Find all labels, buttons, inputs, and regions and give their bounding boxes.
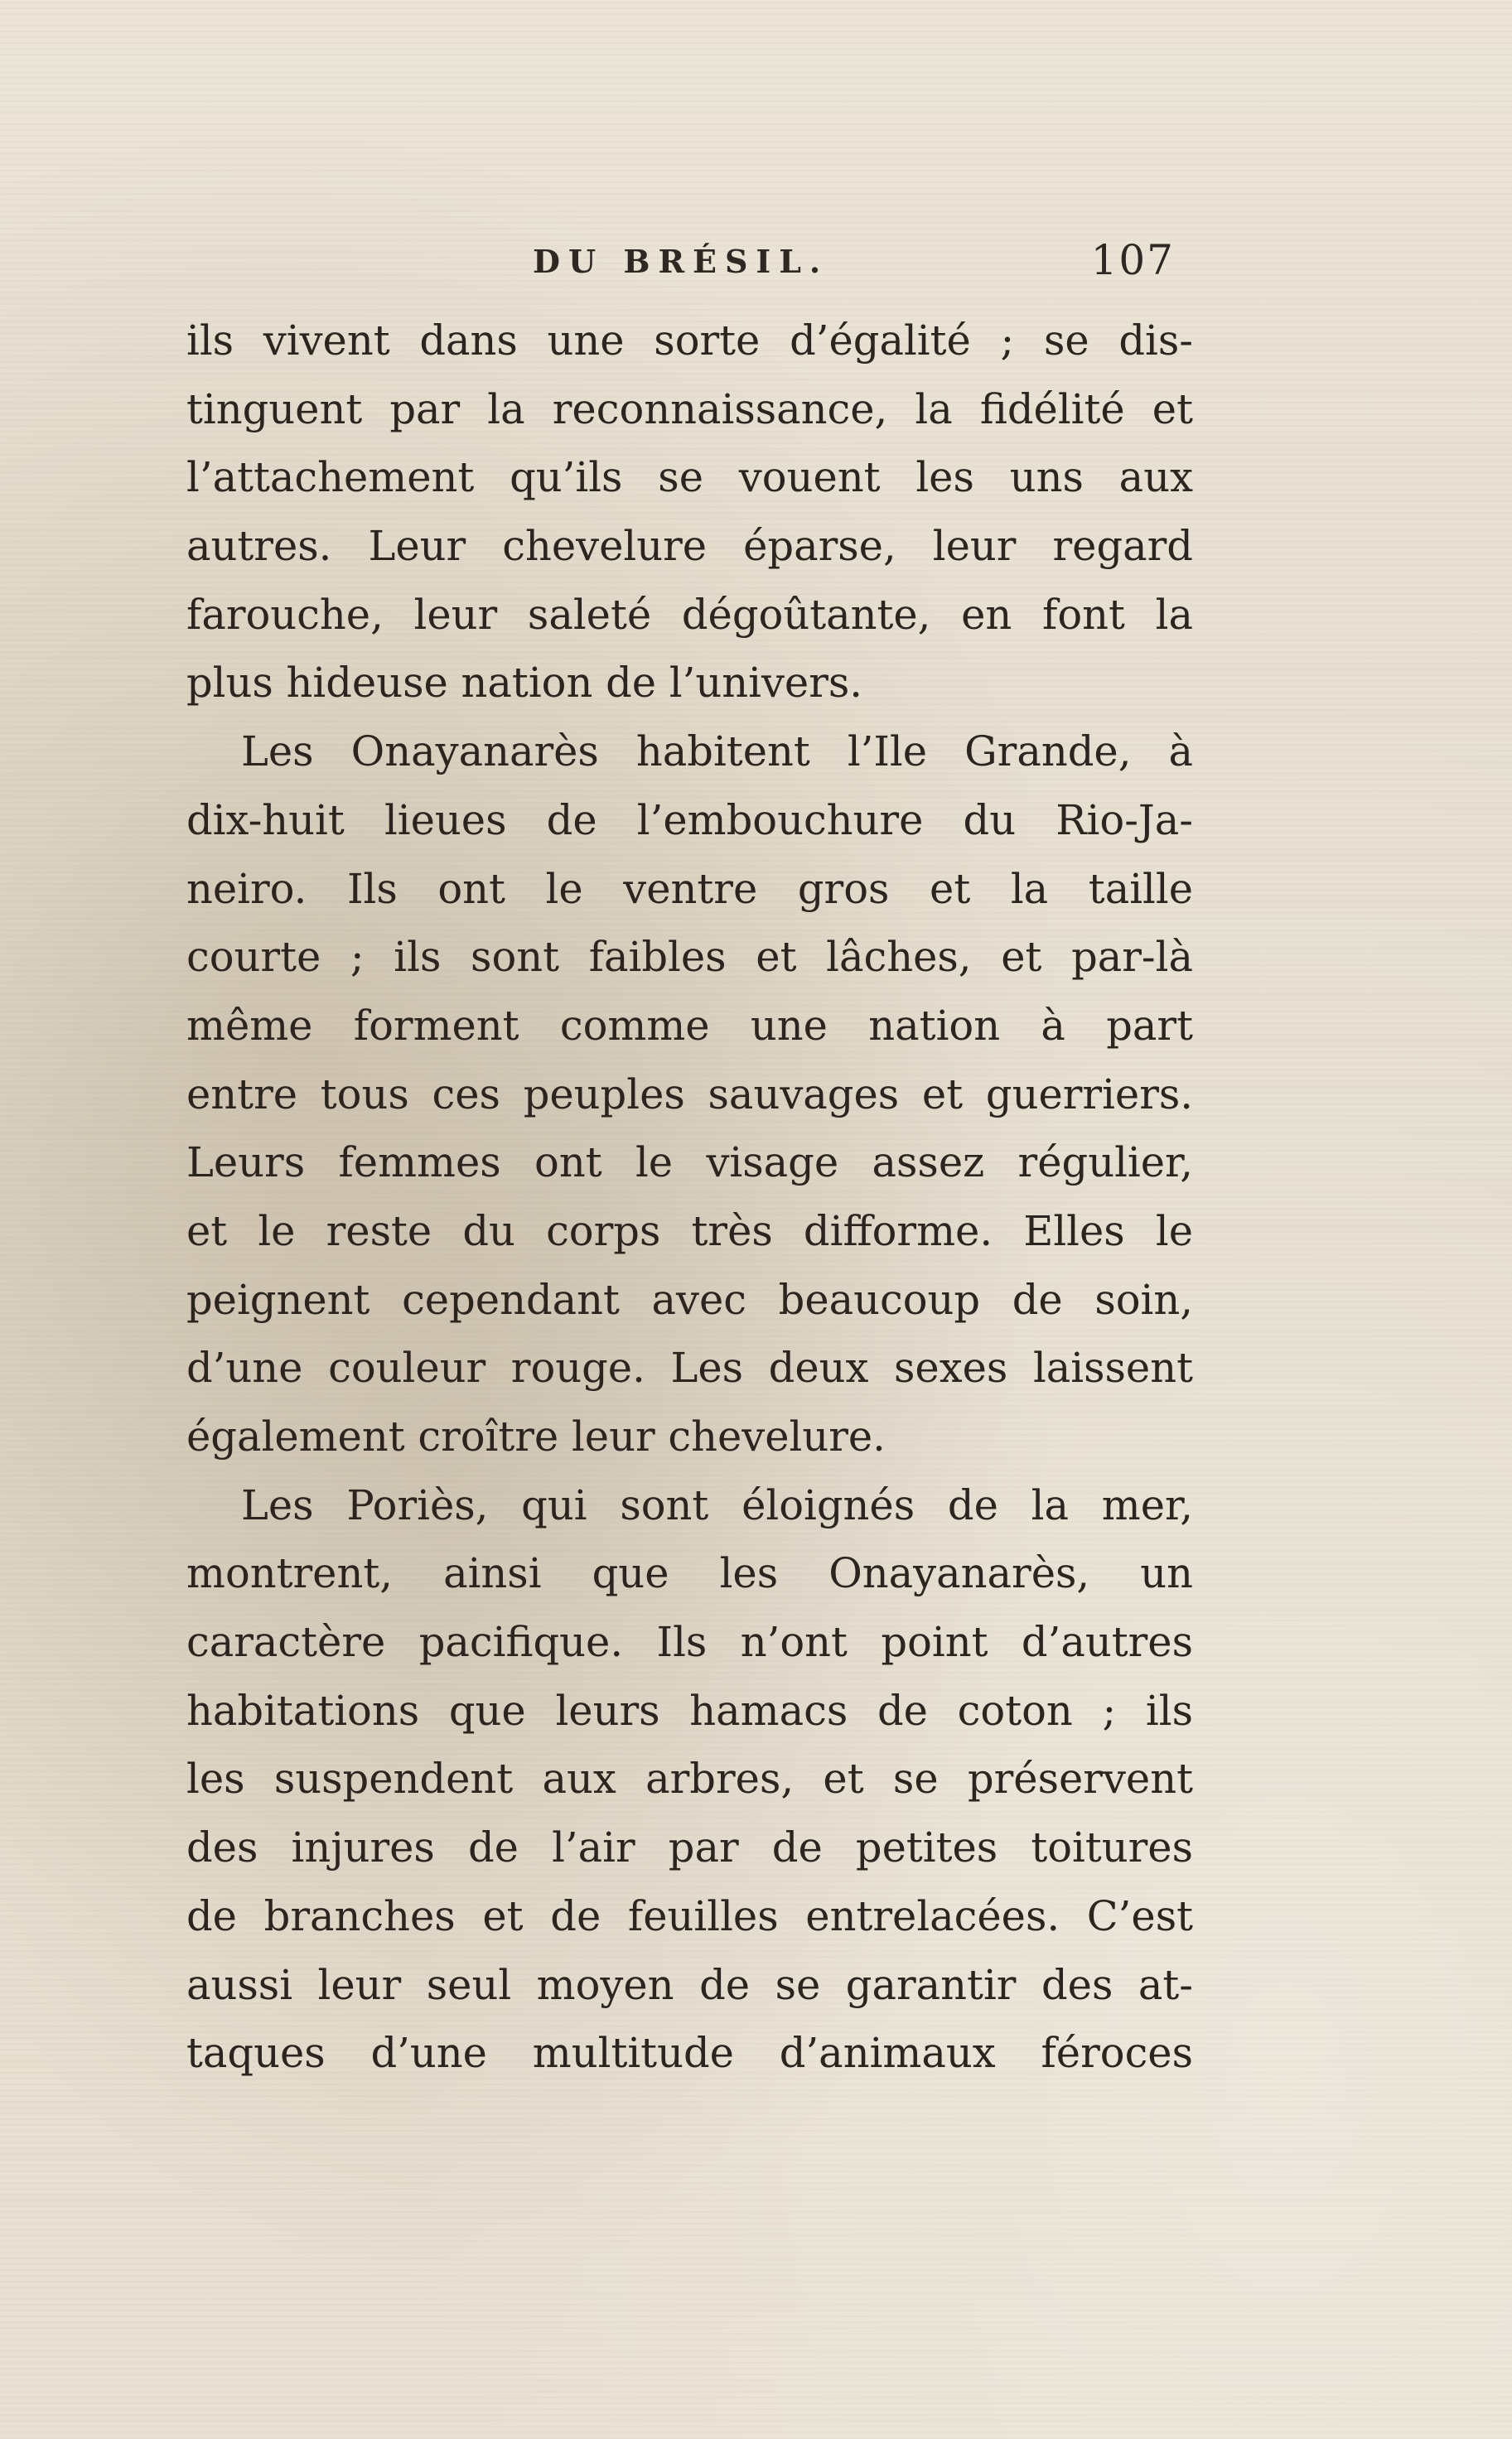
text-line: entre tous ces peuples sauvages et guerriers. <box>186 1070 1193 1118</box>
paragraph-first-line: Les Onayanarès habitent l’Ile Grande, à <box>241 727 1193 776</box>
text-line: Leurs femmes ont le visage assez régulier, <box>186 1138 1193 1187</box>
text-line: taques d’une multitude d’animaux féroces <box>186 2029 1193 2078</box>
text-line: autres. Leur chevelure éparse, leur regard <box>186 522 1193 571</box>
paragraph-first-line: Les Poriès, qui sont éloignés de la mer, <box>241 1480 1193 1529</box>
text-line: les suspendent aux arbres, et se préservent <box>186 1755 1193 1804</box>
text-line: l’attachement qu’ils se vouent les uns aux <box>186 453 1193 502</box>
text-line: et le reste du corps très difforme. Elles le <box>186 1206 1193 1255</box>
text-line: aussi leur seul moyen de se garantir des at- <box>186 1960 1193 2009</box>
text-line: peignent cependant avec beaucoup de soin, <box>186 1275 1193 1324</box>
running-title: DU BRÉSIL. <box>533 243 829 280</box>
text-line: ils vivent dans une sorte d’égalité ; se dis- <box>186 316 1193 365</box>
text-line: d’une couleur rouge. Les deux sexes laissent <box>186 1344 1193 1393</box>
text-line: de branches et de feuilles entrelacées. C’est <box>186 1891 1193 1940</box>
page-header <box>189 236 1175 302</box>
page-number: 107 <box>1090 236 1175 284</box>
text-line: également croître leur chevelure. <box>186 1413 886 1461</box>
text-line: farouche, leur saleté dégoûtante, en font la <box>186 590 1193 639</box>
text-line: dix-huit lieues de l’embouchure du Rio-Ja- <box>186 795 1193 844</box>
text-line: montrent, ainsi que les Onayanarès, un <box>186 1549 1193 1598</box>
text-line: plus hideuse nation de l’univers. <box>186 659 863 708</box>
body-text <box>186 307 1193 2088</box>
text-line: tinguent par la reconnaissance, la fidélité et <box>186 384 1193 433</box>
text-line: habitations que leurs hamacs de coton ; ils <box>186 1686 1193 1735</box>
text-line: des injures de l’air par de petites toitures <box>186 1823 1193 1872</box>
text-line: courte ; ils sont faibles et lâches, et par-là <box>186 933 1193 982</box>
text-line: même forment comme une nation à part <box>186 1001 1193 1050</box>
text-line: caractère pacifique. Ils n’ont point d’autres <box>186 1618 1193 1667</box>
text-line: neiro. Ils ont le ventre gros et la taille <box>186 864 1193 913</box>
